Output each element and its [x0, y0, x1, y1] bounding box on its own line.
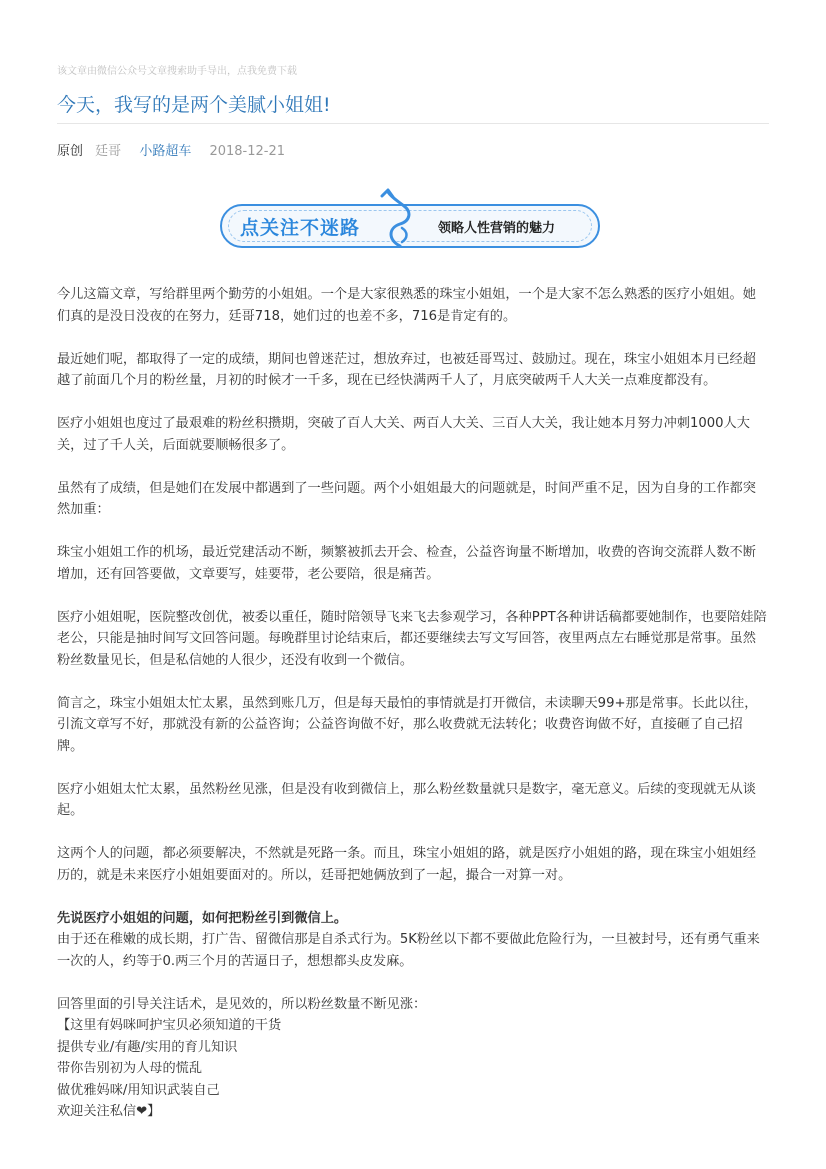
original-tag: 原创 — [57, 144, 84, 159]
publish-date: 2018-12-21 — [209, 144, 286, 159]
quote-intro: 回答里面的引导关注话术，是见效的，所以粉丝数量不断见涨： — [57, 996, 427, 1012]
article-meta — [57, 140, 293, 159]
section-heading: 先说医疗小姐姐的问题，如何把粉丝引到微信上。 — [57, 910, 348, 926]
paragraph: 今儿这篇文章，写给群里两个勤劳的小姐姐。一个是大家很熟悉的珠宝小姐姐，一个是大家不怎么熟悉的医疗小姐姐。她们真的是没日没夜的在努力，廷哥718，她们过的也差不多，716是肯定有的。 — [57, 287, 756, 324]
article-body — [57, 284, 769, 1123]
paragraph: 最近她们呢，都取得了一定的成绩，期间也曾迷茫过，想放弃过，也被廷哥骂过、鼓励过。现在，珠宝小姐姐本月已经超越了前面几个月的粉丝量，月初的时候才一千多，现在已经快满两千人了，月底突破两千人大关一点难度都没有。 — [57, 351, 756, 388]
author-name: 廷哥 — [95, 144, 122, 159]
paragraph: 珠宝小姐姐工作的机场，最近党建活动不断，频繁被抓去开会、检查，公益咨询量不断增加，收费的咨询交流群人数不断增加，还有回答要做，文章要写，娃要带，老公要陪，很是痛苦。 — [57, 545, 756, 582]
paragraph: 由于还在稚嫩的成长期，打广告、留微信那是自杀式行为。5K粉丝以下都不要做此危险行为，一旦被封号，还有勇气重来一次的人，约等于0.两三个月的苦逼日子，想想都头皮发麻。 — [57, 932, 760, 969]
quote-line: 提供专业/有趣/实用的育儿知识 — [57, 1039, 238, 1055]
banner-slogan: 领略人性营销的魅力 — [438, 221, 556, 236]
swirl-arrow-icon — [378, 188, 428, 248]
quote-line: 带你告别初为人母的慌乱 — [57, 1061, 203, 1076]
paragraph: 虽然有了成绩，但是她们在发展中都遇到了一些问题。两个小姐姐最大的问题就是，时间严重不足，因为自身的工作都突然加重： — [57, 480, 756, 517]
export-notice[interactable]: 该文章由微信公众号文章搜索助手导出，点我免费下载 — [57, 66, 297, 77]
title-divider — [57, 123, 769, 124]
paragraph: 医疗小姐姐太忙太累，虽然粉丝见涨，但是没有收到微信上，那么粉丝数量就只是数字，毫无意义。后续的变现就无从谈起。 — [57, 781, 756, 818]
paragraph: 这两个人的问题，都必须要解决，不然就是死路一条。而且，珠宝小姐姐的路，就是医疗小姐姐的路，现在珠宝小姐姐经历的，就是未来医疗小姐姐要面对的。所以，廷哥把她俩放到了一起，撮合一对算一对。 — [57, 846, 756, 883]
follow-banner — [218, 188, 604, 254]
quote-line: 做优雅妈咪/用知识武装自己 — [57, 1082, 220, 1098]
quote-line: 欢迎关注私信❤】 — [57, 1104, 161, 1119]
account-link[interactable]: 小路超车 — [139, 144, 192, 159]
paragraph: 简言之，珠宝小姐姐太忙太累，虽然到账几万，但是每天最怕的事情就是打开微信，未读聊天99+那是常事。长此以往，引流文章写不好，那就没有新的公益咨询；公益咨询做不好，那么收费就无法转化；收费咨询做不好，直接砸了自己招牌。 — [57, 695, 758, 754]
banner-follow-text: 点关注不迷路 — [240, 217, 361, 239]
paragraph: 医疗小姐姐也度过了最艰难的粉丝积攒期，突破了百人大关、两百人大关、三百人大关，我让她本月努力冲刺1000人大关，过了千人关，后面就要顺畅很多了。 — [57, 416, 750, 453]
quote-line: 【这里有妈咪呵护宝贝必须知道的干货 — [57, 1018, 282, 1033]
article-title: 今天，我写的是两个美腻小姐姐! — [57, 94, 331, 116]
paragraph: 医疗小姐姐呢，医院整改创优，被委以重任，随时陪领导飞来飞去参观学习，各种PPT各种讲话稿都要她制作，也要陪娃陪老公，只能是抽时间写文回答问题。每晚群里讨论结束后，都还要继续去写文写回答，夜里两点左右睡觉那是常事。虽然粉丝数量见长，但是私信她的人很少，还没有收到一个微信。 — [57, 609, 767, 668]
